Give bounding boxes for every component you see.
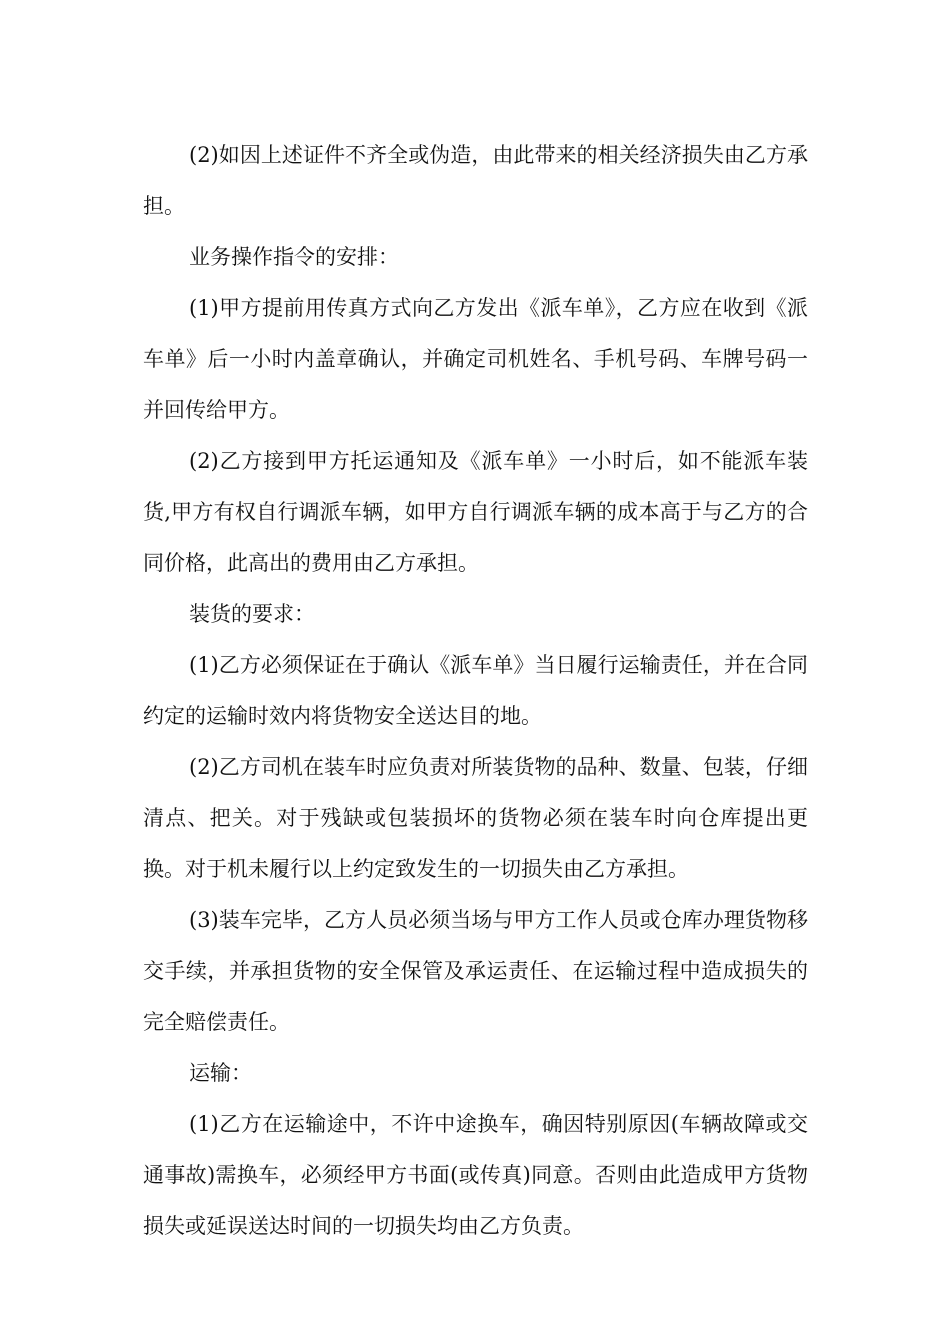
paragraph-dispatch-fallback: (2)乙方接到甲方托运通知及《派车单》一小时后，如不能派车装货,甲方有权自行调派车辆，如甲方自行调派车辆的成本高于与乙方的合同价格，此高出的费用由乙方承担。 [143, 449, 808, 575]
document-body [143, 130, 808, 1252]
paragraph-loading-handover: (3)装车完毕，乙方人员必须当场与甲方工作人员或仓库办理货物移交手续，并承担货物的安全保管及承运责任、在运输过程中造成损失的完全赔偿责任。 [143, 908, 808, 1034]
heading-transport: 运输： [189, 1061, 252, 1085]
paragraph-dispatch-fax: (1)甲方提前用传真方式向乙方发出《派车单》，乙方应在收到《派车单》后一小时内盖章确认，并确定司机姓名、手机号码、车牌号码一并回传给甲方。 [143, 296, 808, 422]
paragraph-certificate-liability: (2)如因上述证件不齐全或伪造，由此带来的相关经济损失由乙方承担。 [143, 143, 808, 218]
paragraph-transport-no-switch: (1)乙方在运输途中，不许中途换车，确因特别原因(车辆故障或交通事故)需换车，必须经甲方书面(或传真)同意。否则由此造成甲方货物损失或延误送达时间的一切损失均由乙方负责。 [143, 1112, 808, 1238]
heading-loading-requirements: 装货的要求： [189, 602, 315, 626]
paragraph-loading-same-day: (1)乙方必须保证在于确认《派车单》当日履行运输责任，并在合同约定的运输时效内将货物安全送达目的地。 [143, 653, 808, 728]
heading-operation-instructions: 业务操作指令的安排： [189, 245, 399, 269]
paragraph-loading-check: (2)乙方司机在装车时应负责对所装货物的品种、数量、包装，仔细清点、把关。对于残缺或包装损坏的货物必须在装车时向仓库提出更换。对于机未履行以上约定致发生的一切损失由乙方承担。 [143, 755, 808, 881]
